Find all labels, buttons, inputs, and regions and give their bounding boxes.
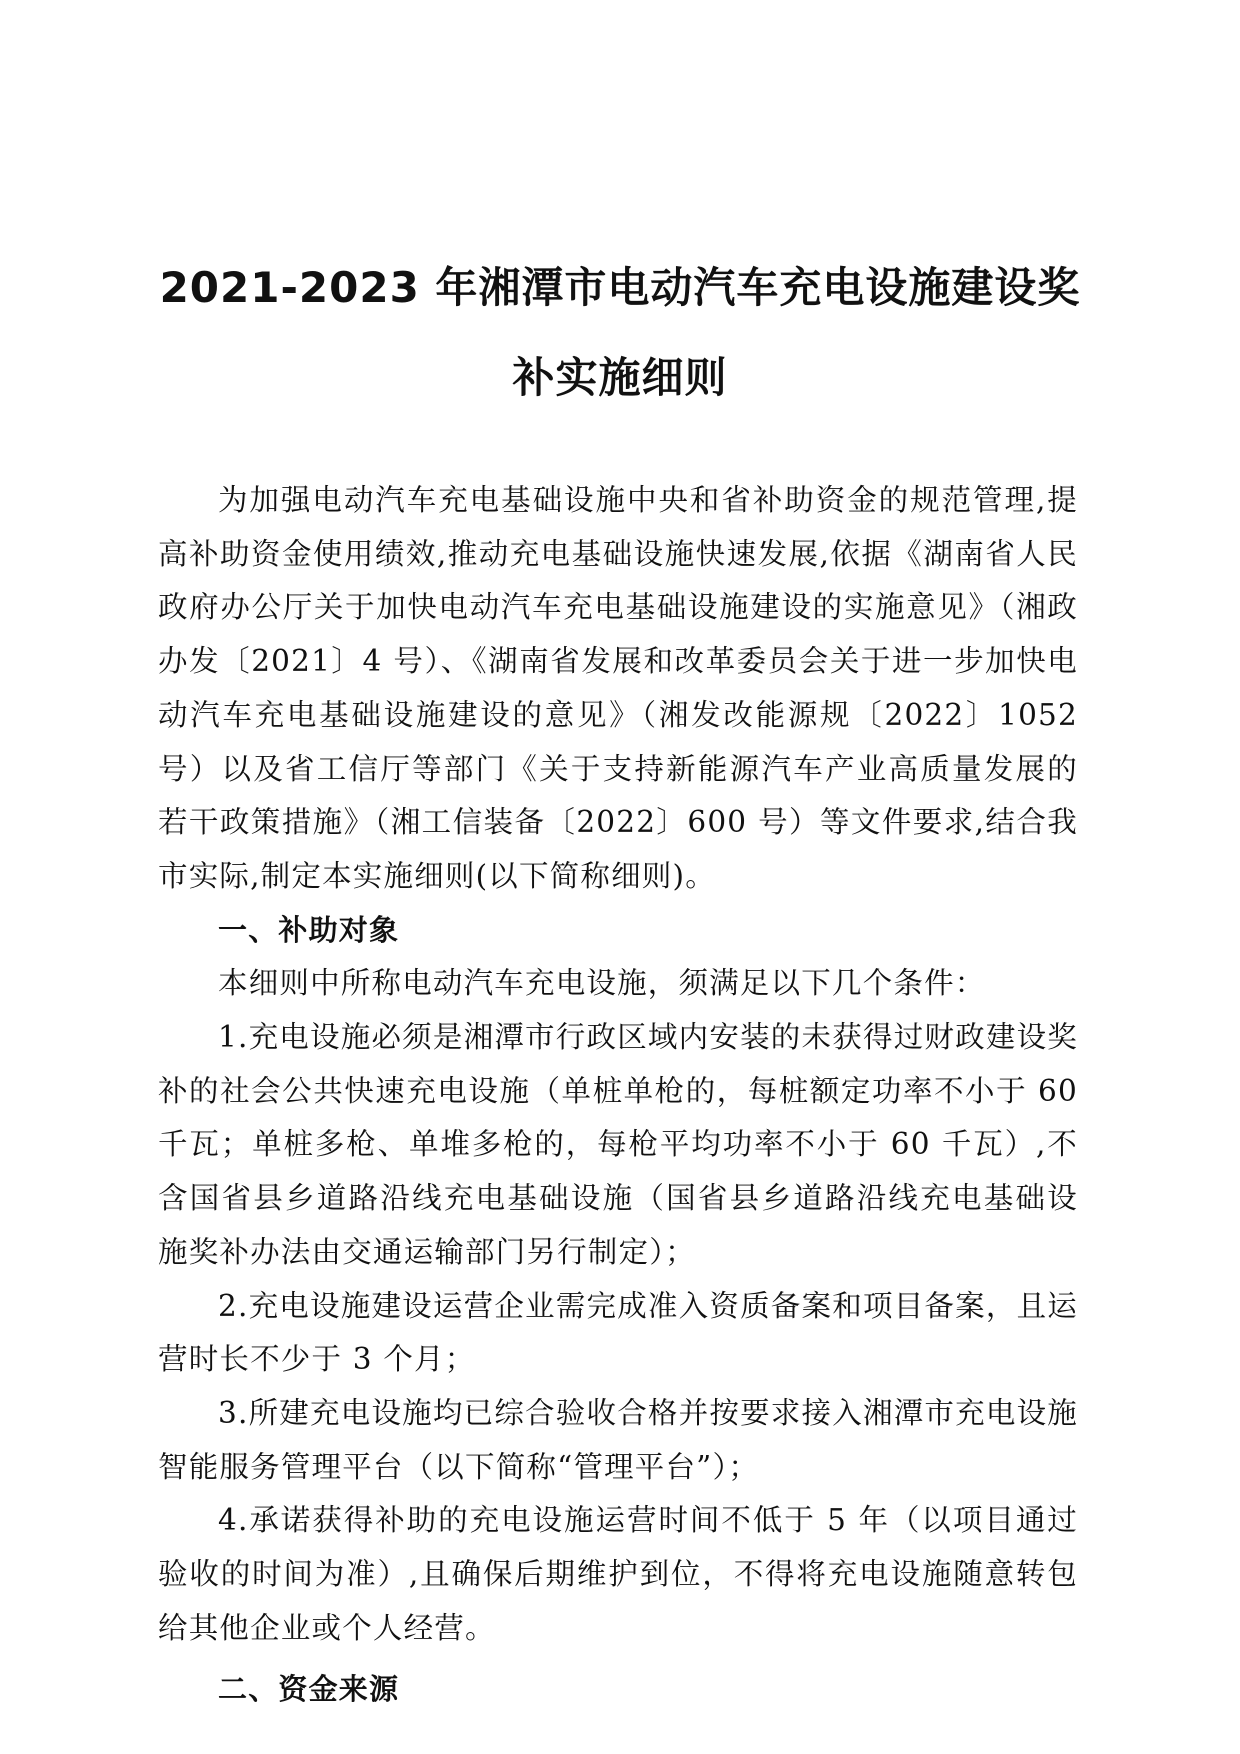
condition-item-3: 3.所建充电设施均已综合验收合格并按要求接入湘潭市充电设施智能服务管理平台（以下简称“管理平台”）； — [158, 1395, 1078, 1484]
section-lead-paragraph: 本细则中所称电动汽车充电设施，须满足以下几个条件： — [218, 966, 986, 1001]
condition-item-1: 1.充电设施必须是湘潭市行政区域内安装的未获得过财政建设奖补的社会公共快速充电设施（单桩单枪的，每桩额定功率不小于 60 千瓦；单桩多枪、单堆多枪的，每枪平均功率不小于 60 千瓦）,不含国省县乡道路沿线充电基础设施（国省县乡道路沿线充电基础设施奖补办法由交通运输部门另行制定）； — [158, 1020, 1078, 1269]
document-body — [158, 474, 1078, 1717]
section-heading-funding-source: 二、资金来源 — [218, 1672, 400, 1707]
document-title-line-2: 补实施细则 — [512, 353, 728, 402]
condition-item-4: 4.承诺获得补助的充电设施运营时间不低于 5 年（以项目通过验收的时间为准）,且确保后期维护到位，不得将充电设施随意转包给其他企业或个人经营。 — [158, 1503, 1078, 1645]
document-title-line-1: 2021-2023 年湘潭市电动汽车充电设施建设奖 — [159, 263, 1081, 312]
intro-paragraph: 为加强电动汽车充电基础设施中央和省补助资金的规范管理,提高补助资金使用绩效,推动充电基础设施快速发展,依据《湖南省人民政府办公厅关于加快电动汽车充电基础设施建设的实施意见》（湘政办发〔2021〕4 号）、《湖南省发展和改革委员会关于进一步加快电动汽车充电基础设施建设的意见》（湘发改能源规〔2022〕1052 号）以及省工信厅等部门《关于支持新能源汽车产业高质量发展的若干政策措施》（湘工信装备〔2022〕600 号）等文件要求,结合我市实际,制定本实施细则(以下简称细则)。 — [158, 483, 1078, 893]
section-heading-subsidy-targets: 一、补助对象 — [218, 912, 400, 947]
condition-item-2: 2.充电设施建设运营企业需完成准入资质备案和项目备案，且运营时长不少于 3 个月； — [158, 1288, 1078, 1377]
